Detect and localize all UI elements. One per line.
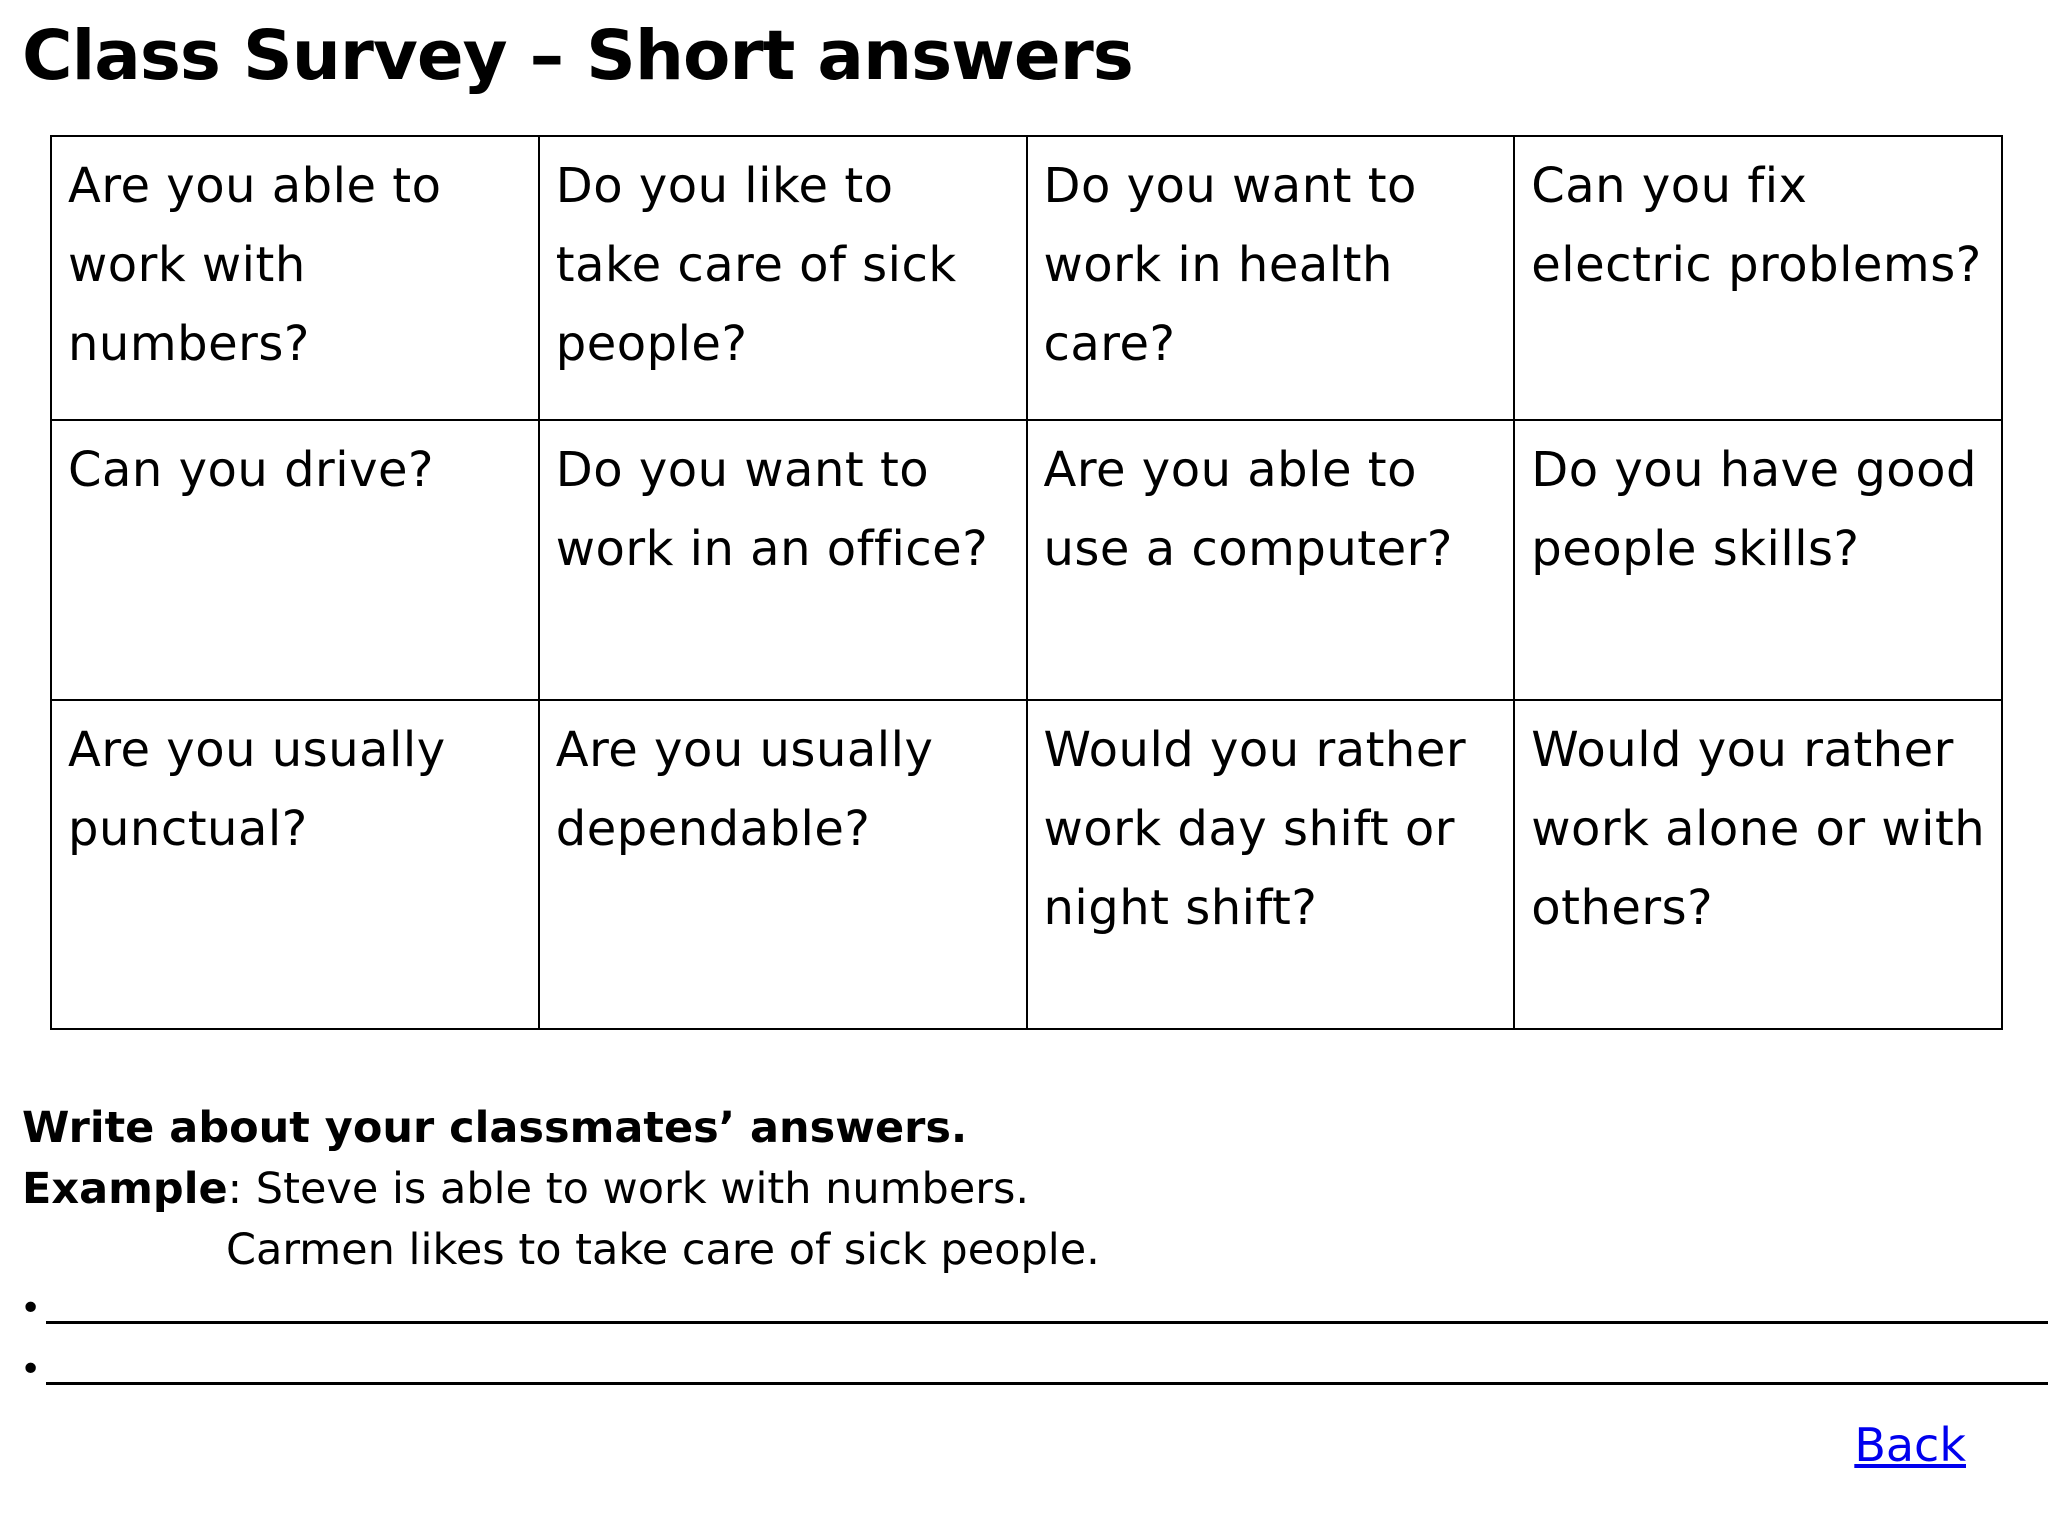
table-row (51, 136, 2002, 420)
answer-underline (46, 1382, 2048, 1385)
table-cell: Do you want to work in health care? (1027, 136, 1515, 420)
table-cell: Can you fix electric problems? (1514, 136, 2002, 420)
table-cell: Do you like to take care of sick people? (539, 136, 1027, 420)
table-cell: Can you drive? (51, 420, 539, 700)
table-cell: Would you rather work day shift or night shift? (1027, 700, 1515, 1029)
table-cell: Are you usually punctual? (51, 700, 539, 1029)
table-cell: Are you able to work with numbers? (51, 136, 539, 420)
survey-table (50, 135, 2003, 1030)
example-line: Steve is able to work with numbers. (255, 1164, 1030, 1214)
instructions-heading: Write about your classmates’ answers. (22, 1103, 968, 1153)
instructions (22, 1098, 1100, 1281)
answer-line[interactable] (20, 1345, 2048, 1395)
table-cell: Are you able to use a computer? (1027, 420, 1515, 700)
answer-underline (46, 1321, 2048, 1324)
example-row (22, 1159, 1100, 1220)
table-cell: Would you rather work alone or with others? (1514, 700, 2002, 1029)
bullet-icon: • (20, 1349, 42, 1390)
answer-line[interactable] (20, 1284, 2048, 1334)
table-cell: Do you want to work in an office? (539, 420, 1027, 700)
page-title: Class Survey – Short answers (22, 16, 1133, 96)
example-line: Carmen likes to take care of sick people. (226, 1225, 1100, 1275)
example-label: Example (22, 1164, 228, 1214)
table-cell: Are you usually dependable? (539, 700, 1027, 1029)
table-row (51, 420, 2002, 700)
example-separator: : (227, 1164, 243, 1214)
back-link[interactable]: Back (1854, 1418, 1966, 1472)
table-row (51, 700, 2002, 1029)
table-cell: Do you have good people skills? (1514, 420, 2002, 700)
bullet-icon: • (20, 1288, 42, 1329)
